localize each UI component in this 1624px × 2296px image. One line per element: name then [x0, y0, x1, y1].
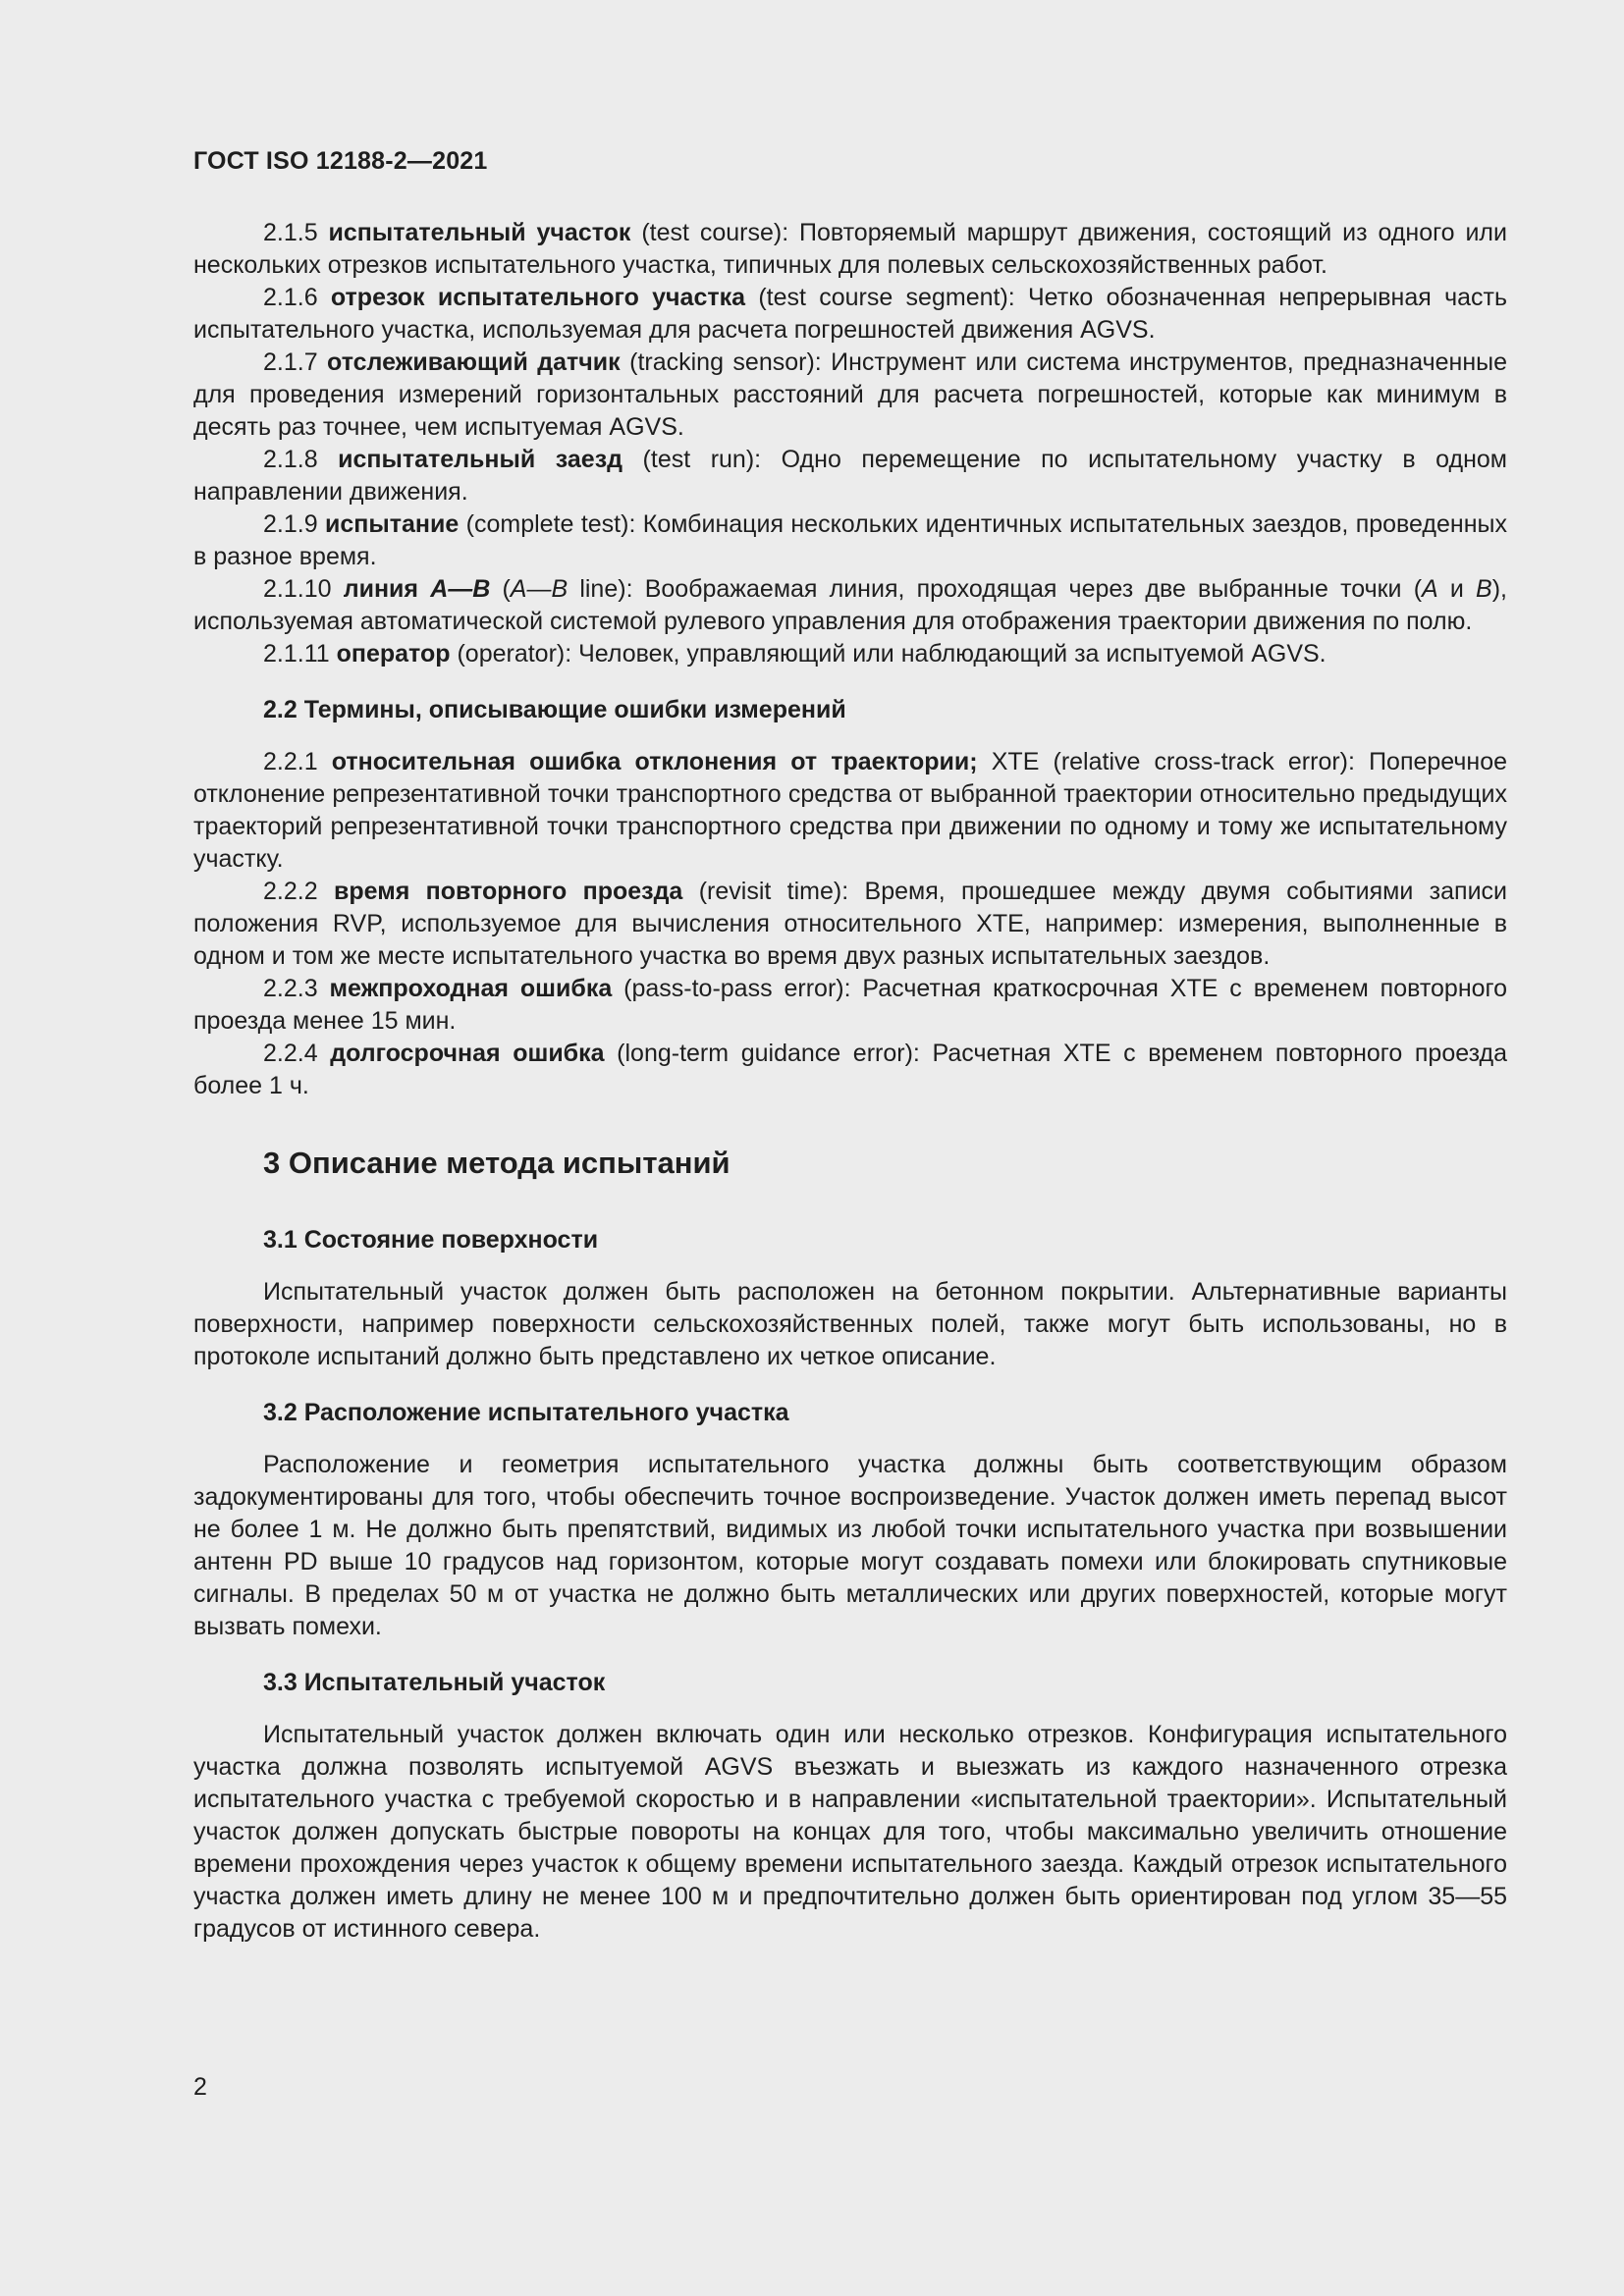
term-2-1-6: 2.1.6 отрезок испытательного участка (test course segment): Четко обозначенная непрерывная часть испытательного участка, используемая для расчета погрешностей движения AGVS. [193, 284, 1507, 344]
document-header: ГОСТ ISO 12188-2—2021 [193, 147, 488, 175]
section-heading-3: 3 Описание метода испытаний [263, 1146, 731, 1180]
term-2-1-9: 2.1.9 испытание (complete test): Комбинация нескольких идентичных испытательных заездов, проведенных в разное время. [193, 510, 1507, 570]
paragraph-3-2: Расположение и геометрия испытательного участка должны быть соответствующим образом задокументированы для того, чтобы обеспечить точное воспроизведение. Участок должен иметь перепад высот не более 1 м. Не должно быть препятствий, видимых из любой точки испытательного участка при возвышении антенн PD выше 10 градусов над горизонтом, которые могут создавать помехи или блокировать спутниковые сигналы. В пределах 50 м от участка не должно быть металлических или других поверхностей, которые могут вызвать помехи. [193, 1451, 1507, 1640]
paragraph-3-1: Испытательный участок должен быть расположен на бетонном покрытии. Альтернативные варианты поверхности, например поверхности сельскохозяйственных полей, также могут быть использованы, но в протоколе испытаний должно быть представлено их четкое описание. [193, 1278, 1507, 1370]
term-2-1-5: 2.1.5 испытательный участок (test course): Повторяемый маршрут движения, состоящий из одного или нескольких отрезков испытательного участка, типичных для полевых сельскохозяйственных работ. [193, 219, 1507, 279]
term-2-1-8: 2.1.8 испытательный заезд (test run): Одно перемещение по испытательному участку в одном направлении движения. [193, 446, 1507, 506]
subsection-heading-3-2: 3.2 Расположение испытательного участка [263, 1399, 789, 1426]
term-2-1-11: 2.1.11 оператор (operator): Человек, управляющий или наблюдающий за испытуемой AGVS. [263, 640, 1326, 667]
term-2-2-4: 2.2.4 долгосрочная ошибка (long-term guidance error): Расчетная XTE с временем повторного проезда более 1 ч. [193, 1040, 1507, 1099]
subsection-heading-3-3: 3.3 Испытательный участок [263, 1669, 606, 1696]
paragraph-3-3: Испытательный участок должен включать один или несколько отрезков. Конфигурация испытательного участка должна позволять испытуемой AGVS въезжать и выезжать из каждого назначенного отрезка испытательного участка с требуемой скоростью и в направлении «испытательной траектории». Испытательный участок должен допускать быстрые повороты на концах для того, чтобы максимально увеличить отношение времени прохождения через участок к общему времени испытательного заезда. Каждый отрезок испытательного участка должен иметь длину не менее 100 м и предпочтительно должен быть ориентирован под углом 35—55 градусов от истинного севера. [193, 1721, 1507, 1943]
term-2-1-7: 2.1.7 отслеживающий датчик (tracking sensor): Инструмент или система инструментов, предназначенные для проведения измерений горизонтальных расстояний для расчета погрешностей, которые как минимум в десять раз точнее, чем испытуемая AGVS. [193, 348, 1508, 441]
subsection-heading-2-2: 2.2 Термины, описывающие ошибки измерений [263, 696, 846, 723]
term-2-2-3: 2.2.3 межпроходная ошибка (pass-to-pass error): Расчетная краткосрочная XTE с временем повторного проезда менее 15 мин. [193, 975, 1508, 1035]
term-2-2-2: 2.2.2 время повторного проезда (revisit time): Время, прошедшее между двумя событиями записи положения RVP, используемое для вычисления относительного XTE, например: измерения, выполненные в одном и том же месте испытательного участка во время двух разных испытательных заездов. [193, 878, 1507, 970]
document-page [193, 147, 1507, 1946]
subsection-heading-3-1: 3.1 Состояние поверхности [263, 1226, 599, 1254]
page-number: 2 [193, 2073, 207, 2101]
term-2-1-10: 2.1.10 линия A—B (A—B line): Воображаемая линия, проходящая через две выбранные точки (A и B), используемая автоматической системой рулевого управления для отображения траектории движения по полю. [193, 575, 1507, 635]
term-2-2-1: 2.2.1 относительная ошибка отклонения от траектории; XTE (relative cross-track error): Поперечное отклонение репрезентативной точки транспортного средства от выбранной траектории относительно предыдущих траекторий репрезентативной точки транспортного средства при движении по одному и тому же испытательному участку. [193, 748, 1508, 873]
